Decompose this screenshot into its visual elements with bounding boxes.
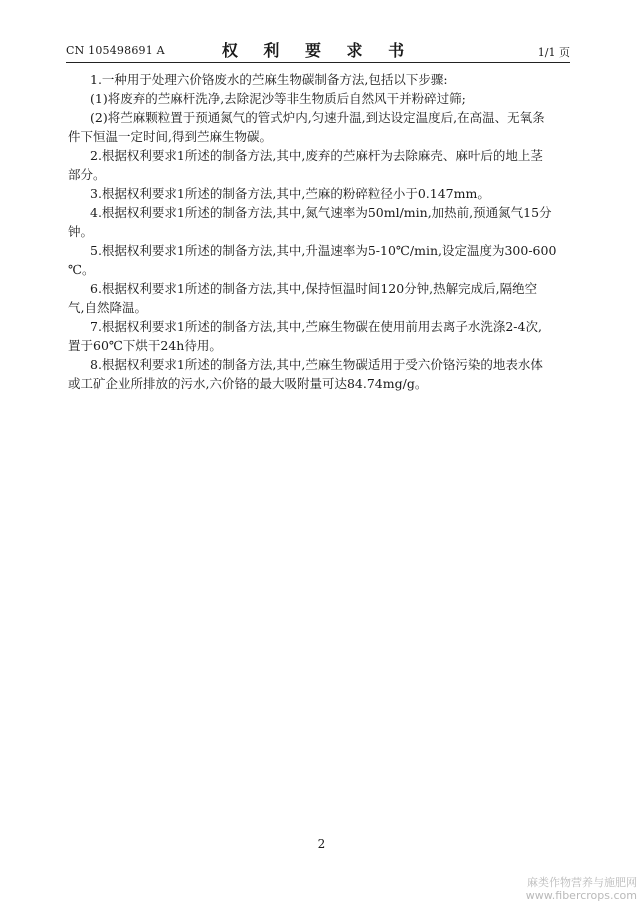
page-count: 1/1 页 [537, 46, 570, 59]
claim-line: 4.根据权利要求1所述的制备方法,其中,氮气速率为50ml/min,加热前,预通氮气15分 [90, 205, 552, 220]
watermark-url: www.fibercrops.com [525, 889, 637, 902]
claim-line: 钟。 [68, 224, 94, 239]
claim-line: (2)将苎麻颗粒置于预通氮气的管式炉内,匀速升温,到达设定温度后,在高温、无氧条 [90, 110, 545, 125]
claim-line: 或工矿企业所排放的污水,六价铬的最大吸附量可达84.74mg/g。 [68, 376, 428, 391]
claim-line: 8.根据权利要求1所述的制备方法,其中,苎麻生物碳适用于受六价铬污染的地表水体 [90, 357, 543, 372]
claim-line: 件下恒温一定时间,得到苎麻生物碳。 [68, 129, 272, 144]
claim-line: 1.一种用于处理六价铬废水的苎麻生物碳制备方法,包括以下步骤: [90, 72, 448, 87]
claim-line: 5.根据权利要求1所述的制备方法,其中,升温速率为5-10℃/min,设定温度为300-600 [90, 243, 557, 258]
watermark [526, 876, 637, 902]
claim-line: 3.根据权利要求1所述的制备方法,其中,苎麻的粉碎粒径小于0.147mm。 [90, 186, 490, 201]
watermark-site-name: 麻类作物营养与施肥网 [527, 876, 637, 889]
claim-line: 气,自然降温。 [68, 300, 147, 315]
publication-number: CN 105498691 A [66, 44, 165, 57]
document-header [66, 36, 570, 60]
document-title: 权 利 要 求 书 [221, 41, 415, 60]
claim-line: 部分。 [68, 167, 106, 182]
claim-line: 6.根据权利要求1所述的制备方法,其中,保持恒温时间120分钟,热解完成后,隔绝空 [90, 281, 538, 296]
claim-line: ℃。 [68, 262, 95, 277]
claim-line: (1)将废弃的苎麻杆洗净,去除泥沙等非生物质后自然风干并粉碎过筛; [90, 91, 466, 106]
page-number: 2 [317, 837, 326, 851]
claim-line: 2.根据权利要求1所述的制备方法,其中,废弃的苎麻杆为去除麻壳、麻叶后的地上茎 [90, 148, 543, 163]
claim-line: 置于60℃下烘干24h待用。 [68, 338, 222, 353]
claim-line: 7.根据权利要求1所述的制备方法,其中,苎麻生物碳在使用前用去离子水洗涤2-4次, [90, 319, 542, 334]
claims-body [68, 70, 570, 393]
header-divider [66, 62, 570, 63]
